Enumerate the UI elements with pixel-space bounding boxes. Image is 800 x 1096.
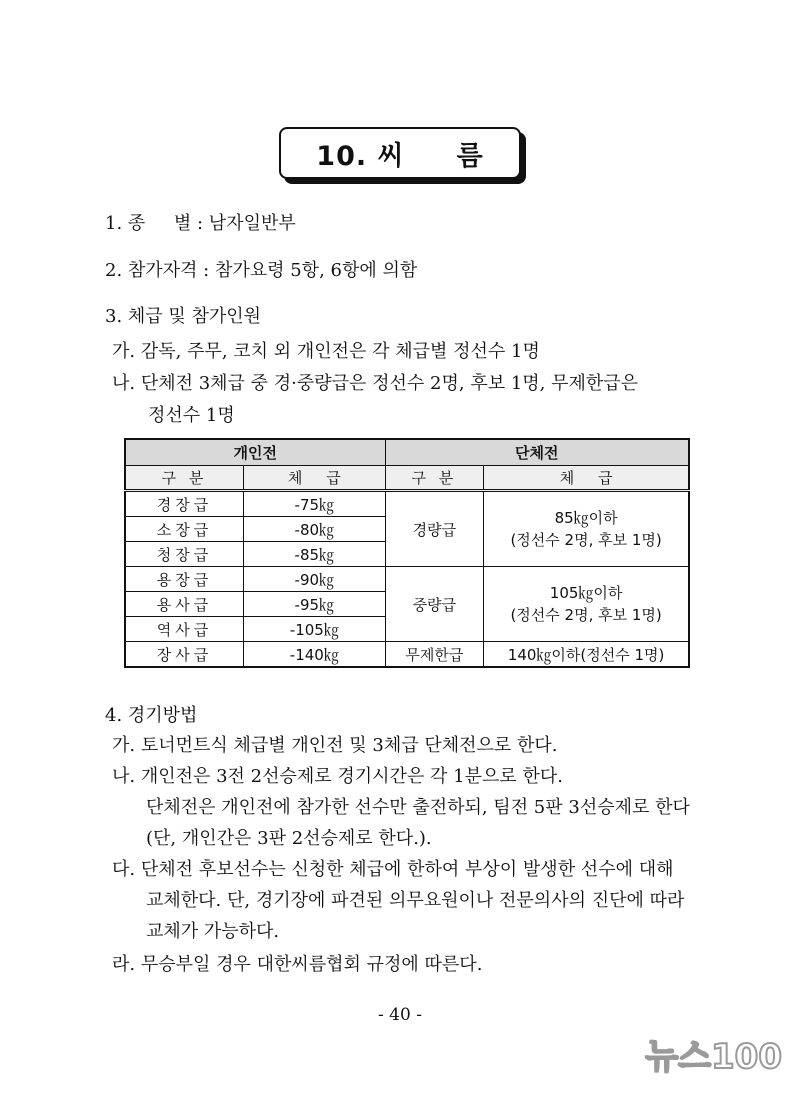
method-item-da-cont: 교체가 가능하다. xyxy=(146,921,280,942)
method-heading: 4. 경기방법 xyxy=(105,705,198,726)
weight-class-heading: 3. 체급 및 참가인원 xyxy=(105,306,262,327)
section-title: 10. 씨 름 xyxy=(279,127,521,179)
method-item-na: 나. 개인전은 3전 2선승제로 경기시간은 각 1분으로 한다. xyxy=(112,766,563,787)
weight-class-table xyxy=(124,438,690,668)
team-roster-note: (정선수 2명, 후보 1명) xyxy=(510,606,662,624)
col-weight-header: 체 급 xyxy=(244,466,386,491)
table-column-header-row xyxy=(125,466,689,491)
table-row xyxy=(125,567,689,592)
event-line: 1. 종 별 : 남자일반부 xyxy=(105,213,296,234)
table-row xyxy=(125,491,689,517)
method-item-ra: 라. 무승부일 경우 대한씨름협회 규정에 따른다. xyxy=(112,954,483,975)
class-cell: 경장급 xyxy=(125,491,244,517)
team-weight-limit: 85㎏이하 xyxy=(554,509,618,527)
team-class-cell: 경량급 xyxy=(385,491,484,567)
team-weight-cell: 140㎏이하(정선수 1명) xyxy=(484,642,689,668)
weight-cell: -90㎏ xyxy=(244,567,386,592)
table-row xyxy=(125,642,689,668)
method-item-da-cont: 교체한다. 단, 경기장에 파견된 의무요원이나 전문의사의 진단에 따라 xyxy=(146,890,685,911)
method-item-ga: 가. 토너먼트식 체급별 개인전 및 3체급 단체전으로 한다. xyxy=(112,735,558,756)
team-roster-note: (정선수 2명, 후보 1명) xyxy=(510,531,662,549)
class-cell: 장사급 xyxy=(125,642,244,668)
method-item-na-cont: 단체전은 개인전에 참가한 선수만 출전하되, 팀전 5판 3선승제로 한다 xyxy=(146,797,690,818)
weight-class-item-na-cont: 정선수 1명 xyxy=(148,405,235,426)
weight-class-item-na: 나. 단체전 3체급 중 경·중량급은 정선수 2명, 후보 1명, 무제한급은 xyxy=(112,373,639,394)
weight-cell: -80㎏ xyxy=(244,517,386,542)
class-cell: 청장급 xyxy=(125,542,244,567)
class-cell: 소장급 xyxy=(125,517,244,542)
weight-cell: -95㎏ xyxy=(244,592,386,617)
table-group-header-row xyxy=(125,439,689,466)
team-class-cell: 중량급 xyxy=(385,567,484,642)
class-cell: 역사급 xyxy=(125,617,244,642)
individual-header: 개인전 xyxy=(125,439,385,466)
weight-class-item-ga: 가. 감독, 주무, 코치 외 개인전은 각 체급별 정선수 1명 xyxy=(112,341,540,362)
weight-cell: -105㎏ xyxy=(244,617,386,642)
team-class-cell: 무제한급 xyxy=(385,642,484,668)
page-number: - 40 - xyxy=(378,1005,422,1025)
weight-cell: -75㎏ xyxy=(244,491,386,517)
eligibility-line: 2. 참가자격 : 참가요령 5항, 6항에 의함 xyxy=(105,260,418,281)
method-item-na-cont: (단, 개인간은 3판 2선승제로 한다.). xyxy=(146,828,432,849)
team-weight-limit: 105㎏이하 xyxy=(549,584,623,602)
col-class-header: 구 분 xyxy=(125,466,244,491)
method-item-da: 다. 단체전 후보선수는 신청한 체급에 한하여 부상이 발생한 선수에 대해 xyxy=(112,859,674,880)
col-weight-header: 체 급 xyxy=(484,466,689,491)
class-cell: 용장급 xyxy=(125,567,244,592)
class-cell: 용사급 xyxy=(125,592,244,617)
weight-cell: -85㎏ xyxy=(244,542,386,567)
team-weight-cell xyxy=(484,567,689,642)
team-weight-cell xyxy=(484,491,689,567)
weight-cell: -140㎏ xyxy=(244,642,386,668)
col-class-header: 구 분 xyxy=(385,466,484,491)
news-logo-watermark: 뉴스100 xyxy=(645,1037,782,1077)
team-header: 단체전 xyxy=(385,439,689,466)
